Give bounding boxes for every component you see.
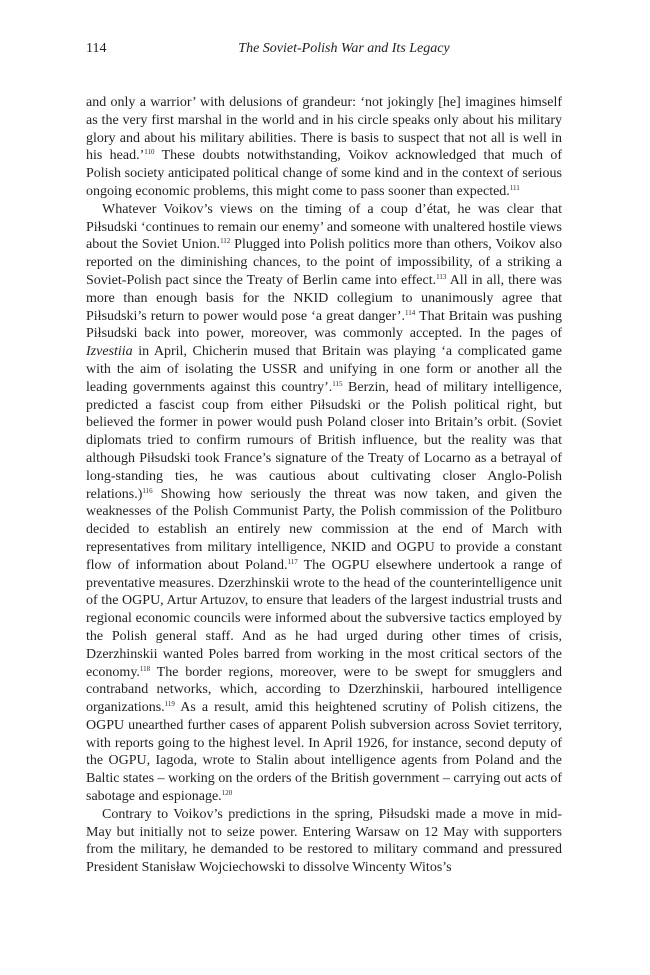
footnote-ref: 118 <box>139 664 151 673</box>
text-run: in April, Chicherin mused that Britain was playing ‘a complicated game with the aim of isolating the USSR and unifying in one form or another all the leading governments against this country’. <box>86 344 562 395</box>
footnote-ref: 119 <box>164 700 175 709</box>
footnote-ref: 112 <box>220 237 231 246</box>
footnote-ref: 116 <box>142 486 153 495</box>
text-run: Showing how seriously the threat was now taken, and given the weaknesses of the Polish Communist Party, the Polish commission of the Politburo decided to establish an entirely new commission at the end of March with representatives from military intelligence, NKID and OGPU to provide a constant flow of information about Poland. <box>86 486 562 573</box>
footnote-ref: 110 <box>144 148 155 157</box>
footnote-ref: 114 <box>404 308 416 317</box>
text-run: Plugged into Polish politics more than others, Voikov also reported on the diminishing chances, to the point of impossibility, of a striking a Soviet-Polish pact since the Treaty of Berlin came into effect. <box>86 237 562 288</box>
book-page <box>86 38 562 877</box>
text-run: These doubts notwithstanding, Voikov acknowledged that much of Polish society anticipated political change of some kind and in the context of serious ongoing economic problems, this might come to pass sooner than expected. <box>86 148 562 199</box>
text-run: and only a warrior’ with delusions of grandeur: ‘not jokingly [he] imagines himself as the very first marshal in the world and in his circle speaks only about his military glory and about his military abilities. There is basis to suspect that not all is well in his head.’ <box>86 95 562 164</box>
text-run: Berzin, head of military intelligence, predicted a fascist coup from either Piłsudski or the Polish political right, but believed the former in power would push Poland closer into Britain’s orbit. (Soviet diplomats tried to confirm rumours of British influence, but the reality was that although Piłsudski took France’s signature of the Treaty of Locarno as a betrayal of long-standing ties, he was cautious about cultivating closer Anglo-Polish relations.) <box>86 379 562 502</box>
paragraph <box>86 201 562 806</box>
running-title: The Soviet-Polish War and Its Legacy <box>238 41 450 56</box>
text-run: Contrary to Voikov’s predictions in the spring, Piłsudski made a move in mid-May but initially not to seize power. Entering Warsaw on 12 May with supporters from the military, he demanded to be restored to military command and pressured President Stanisław Wojciechowski to dissolve Wincenty Witos’s <box>86 806 562 876</box>
text-run: Whatever Voikov’s views on the timing of a coup d’état, he was clear that Piłsudski ‘continues to remain our enemy’ and someone with unaltered hostile views about the Soviet Union. <box>86 201 562 253</box>
body-text <box>86 94 562 877</box>
footnote-ref: 115 <box>332 379 343 388</box>
text-run: The border regions, moreover, were to be swept for smugglers and contraband networks, which, according to Dzerzhinskii, harboured intelligence organizations. <box>86 664 562 716</box>
page-number: 114 <box>86 41 107 56</box>
footnote-ref: 113 <box>436 272 447 281</box>
italic-text: Izvestiia <box>86 344 133 360</box>
paragraph <box>86 94 562 201</box>
footnote-ref: 111 <box>509 183 520 192</box>
footnote-ref: 117 <box>287 557 298 566</box>
text-run: As a result, amid this heightened scrutiny of Polish citizens, the OGPU unearthed further cases of apparent Polish subversion across Soviet territory, with reports going to the highest level. In April 1926, for instance, second deputy of the OGPU, Iagoda, wrote to Stalin about intelligence agents from Poland and the Baltic states – working on the orders of the British government – carrying out acts of sabotage and espionage. <box>86 700 562 805</box>
running-head <box>86 38 562 60</box>
paragraph <box>86 806 562 877</box>
footnote-ref: 120 <box>221 789 233 798</box>
text-run: That Britain was pushing Piłsudski back into power, moreover, was commonly accepted. In the pages of <box>86 308 562 342</box>
text-run: The OGPU elsewhere undertook a range of preventative measures. Dzerzhinskii wrote to the head of the counterintelligence unit of the OGPU, Artur Artuzov, to ensure that leaders of the largest industrial trusts and regional economic councils were informed about the subversive tactics employed by the Polish general staff. And as he had urged during other times of crisis, Dzerzhinskii wanted Poles barred from working in the most critical sectors of the economy. <box>86 557 563 680</box>
text-run: All in all, there was more than enough basis for the NKID collegium to unanimously agree that Piłsudski’s return to power would pose ‘a great danger’. <box>86 272 562 324</box>
